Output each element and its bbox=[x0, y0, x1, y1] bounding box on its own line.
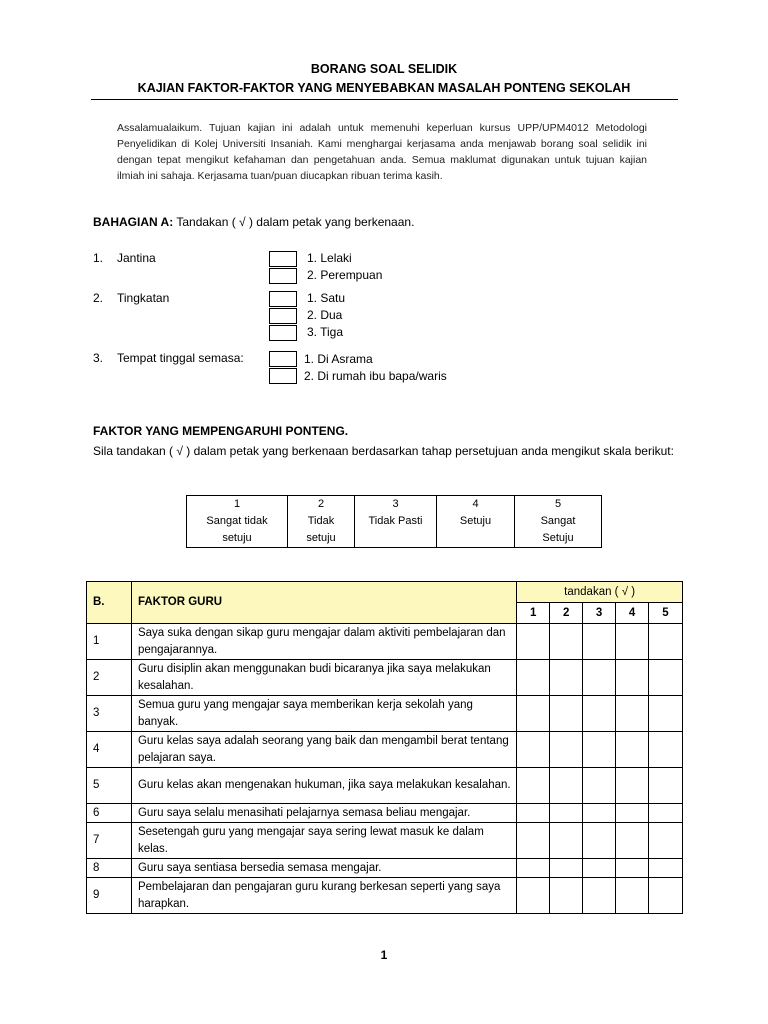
scale-cell bbox=[355, 496, 437, 548]
answer-cell[interactable] bbox=[517, 768, 550, 804]
checkbox-rumah[interactable] bbox=[269, 368, 297, 384]
question-label: Jantina bbox=[117, 251, 156, 265]
answer-cell[interactable] bbox=[550, 878, 583, 914]
table-row bbox=[87, 624, 683, 660]
row-statement: Pembelajaran dan pengajaran guru kurang berkesan seperti yang saya harapkan. bbox=[131, 878, 516, 914]
row-number: 4 bbox=[87, 732, 132, 768]
checkbox-satu[interactable] bbox=[269, 291, 297, 307]
answer-cell[interactable] bbox=[616, 823, 649, 859]
answer-cell[interactable] bbox=[616, 768, 649, 804]
answer-cell[interactable] bbox=[550, 732, 583, 768]
answer-cell[interactable] bbox=[616, 660, 649, 696]
row-number: 7 bbox=[87, 823, 132, 859]
row-number: 2 bbox=[87, 660, 132, 696]
checkbox-asrama[interactable] bbox=[269, 351, 297, 367]
checkbox-lelaki[interactable] bbox=[269, 251, 297, 267]
table-row bbox=[87, 696, 683, 732]
row-statement: Guru saya sentiasa bersedia semasa mengajar. bbox=[131, 859, 516, 878]
answer-cell[interactable] bbox=[550, 624, 583, 660]
scale-cell bbox=[187, 496, 288, 548]
question-number: 1. bbox=[93, 251, 104, 265]
scale-label: setuju bbox=[222, 532, 252, 544]
page-number: 1 bbox=[380, 948, 388, 962]
answer-cell[interactable] bbox=[550, 696, 583, 732]
section-a-heading bbox=[93, 215, 414, 229]
answer-cell[interactable] bbox=[583, 878, 616, 914]
scale-cell bbox=[437, 496, 515, 548]
answer-cell[interactable] bbox=[616, 696, 649, 732]
row-statement: Guru disiplin akan menggunakan budi bicaranya jika saya melakukan kesalahan. bbox=[131, 660, 516, 696]
table-row bbox=[87, 768, 683, 804]
column-header: 4 bbox=[616, 603, 649, 624]
answer-cell[interactable] bbox=[616, 878, 649, 914]
answer-cell[interactable] bbox=[649, 660, 683, 696]
scale-number: 4 bbox=[472, 498, 479, 510]
checkbox-tiga[interactable] bbox=[269, 325, 297, 341]
row-statement: Semua guru yang mengajar saya memberikan kerja sekolah yang banyak. bbox=[131, 696, 516, 732]
answer-cell[interactable] bbox=[649, 859, 683, 878]
scale-label: setuju bbox=[306, 532, 336, 544]
answer-cell[interactable] bbox=[583, 732, 616, 768]
scale-label: Setuju bbox=[459, 515, 492, 527]
answer-cell[interactable] bbox=[517, 878, 550, 914]
row-statement: Saya suka dengan sikap guru mengajar dalam aktiviti pembelajaran dan pengajarannya. bbox=[131, 624, 516, 660]
likert-scale-legend bbox=[186, 495, 602, 548]
answer-cell[interactable] bbox=[649, 768, 683, 804]
answer-cell[interactable] bbox=[583, 660, 616, 696]
row-number: 6 bbox=[87, 804, 132, 823]
study-title: KAJIAN FAKTOR-FAKTOR YANG MENYEBABKAN MASALAH PONTENG SEKOLAH bbox=[137, 81, 631, 95]
title-divider bbox=[91, 99, 678, 100]
factors-heading: FAKTOR YANG MEMPENGARUHI PONTENG. bbox=[93, 424, 349, 438]
answer-cell[interactable] bbox=[550, 660, 583, 696]
scale-label: Setuju bbox=[542, 532, 574, 544]
answer-cell[interactable] bbox=[583, 624, 616, 660]
scale-label: Sangat bbox=[540, 515, 576, 527]
scale-number: 2 bbox=[317, 498, 325, 510]
row-statement: Guru kelas akan mengenakan hukuman, jika saya melakukan kesalahan. bbox=[131, 768, 516, 804]
row-number: 1 bbox=[87, 624, 132, 660]
answer-cell[interactable] bbox=[616, 804, 649, 823]
checkbox-dua[interactable] bbox=[269, 308, 297, 324]
answer-cell[interactable] bbox=[550, 768, 583, 804]
column-header: 5 bbox=[649, 603, 683, 624]
answer-cell[interactable] bbox=[583, 804, 616, 823]
answer-cell[interactable] bbox=[583, 696, 616, 732]
answer-cell[interactable] bbox=[517, 804, 550, 823]
table-row bbox=[87, 823, 683, 859]
answer-cell[interactable] bbox=[583, 768, 616, 804]
row-statement: Sesetengah guru yang mengajar saya sering lewat masuk ke dalam kelas. bbox=[131, 823, 516, 859]
question-number: 3. bbox=[93, 351, 104, 365]
option-label: 1. Di Asrama bbox=[304, 352, 373, 366]
table-row bbox=[87, 859, 683, 878]
option-label: 2. Dua bbox=[307, 308, 343, 322]
table-row bbox=[87, 804, 683, 823]
column-header: 3 bbox=[583, 603, 616, 624]
section-b-label: B. bbox=[87, 582, 132, 624]
question-label: Tempat tinggal semasa: bbox=[117, 351, 244, 365]
option-label: 2. Di rumah ibu bapa/waris bbox=[304, 369, 447, 383]
section-b-title: FAKTOR GURU bbox=[131, 582, 516, 624]
answer-cell[interactable] bbox=[649, 878, 683, 914]
form-title: BORANG SOAL SELIDIK bbox=[310, 62, 458, 76]
row-number: 9 bbox=[87, 878, 132, 914]
column-header: 2 bbox=[550, 603, 583, 624]
answer-cell[interactable] bbox=[517, 624, 550, 660]
answer-cell[interactable] bbox=[649, 804, 683, 823]
intro-paragraph: Assalamualaikum. Tujuan kajian ini adalah untuk memenuhi keperluan kursus UPP/UPM4012 Metodologi Penyelidikan di Kolej Universiti Insaniah. Kami menghargai kerjasama anda menjawab borang soal selidik ini dengan tepat mengikut kefahaman dan pengetahuan anda. Semua maklumat digunakan untuk tujuan kajian ilmiah ini sahaja. Kerjasama tuan/puan diucapkan ribuan terima kasih. bbox=[117, 122, 647, 182]
row-number: 8 bbox=[87, 859, 132, 878]
column-header: 1 bbox=[517, 603, 550, 624]
section-a-label: BAHAGIAN A: bbox=[93, 215, 174, 229]
faktor-guru-table bbox=[86, 581, 683, 914]
factors-instruction: Sila tandakan ( √ ) dalam petak yang berkenaan berdasarkan tahap persetujuan anda mengikut skala berikut: bbox=[93, 444, 674, 458]
answer-cell[interactable] bbox=[517, 823, 550, 859]
row-number: 3 bbox=[87, 696, 132, 732]
scale-number: 5 bbox=[554, 498, 562, 510]
question-label: Tingkatan bbox=[117, 291, 170, 305]
option-label: 1. Satu bbox=[307, 291, 346, 305]
answer-cell[interactable] bbox=[649, 823, 683, 859]
answer-cell[interactable] bbox=[649, 696, 683, 732]
answer-cell[interactable] bbox=[649, 624, 683, 660]
mark-header: tandakan ( √ ) bbox=[517, 582, 683, 603]
answer-cell[interactable] bbox=[649, 732, 683, 768]
scale-number: 1 bbox=[233, 498, 241, 510]
checkbox-perempuan[interactable] bbox=[269, 268, 297, 284]
scale-number: 3 bbox=[392, 498, 399, 510]
scale-cell bbox=[515, 496, 602, 548]
answer-cell[interactable] bbox=[550, 804, 583, 823]
table-row bbox=[87, 732, 683, 768]
row-statement: Guru saya selalu menasihati pelajarnya semasa beliau mengajar. bbox=[131, 804, 516, 823]
row-number: 5 bbox=[87, 768, 132, 804]
answer-cell[interactable] bbox=[550, 859, 583, 878]
option-label: 3. Tiga bbox=[307, 325, 344, 339]
answer-cell[interactable] bbox=[583, 823, 616, 859]
answer-cell[interactable] bbox=[616, 859, 649, 878]
answer-cell[interactable] bbox=[517, 732, 550, 768]
option-label: 1. Lelaki bbox=[307, 251, 352, 265]
option-label: 2. Perempuan bbox=[307, 268, 383, 282]
question-number: 2. bbox=[93, 291, 104, 305]
scale-label: Tidak Pasti bbox=[368, 515, 423, 527]
answer-cell[interactable] bbox=[583, 859, 616, 878]
table-row bbox=[87, 878, 683, 914]
answer-cell[interactable] bbox=[517, 696, 550, 732]
table-row bbox=[87, 660, 683, 696]
scale-cell bbox=[288, 496, 355, 548]
answer-cell[interactable] bbox=[616, 732, 649, 768]
answer-cell[interactable] bbox=[550, 823, 583, 859]
row-statement: Guru kelas saya adalah seorang yang baik dan mengambil berat tentang pelajaran saya. bbox=[131, 732, 516, 768]
scale-label: Sangat tidak bbox=[206, 515, 268, 527]
answer-cell[interactable] bbox=[517, 660, 550, 696]
section-a-instruction: Tandakan ( √ ) dalam petak yang berkenaan. bbox=[176, 215, 415, 229]
answer-cell[interactable] bbox=[616, 624, 649, 660]
answer-cell[interactable] bbox=[517, 859, 550, 878]
scale-label: Tidak bbox=[307, 515, 335, 527]
